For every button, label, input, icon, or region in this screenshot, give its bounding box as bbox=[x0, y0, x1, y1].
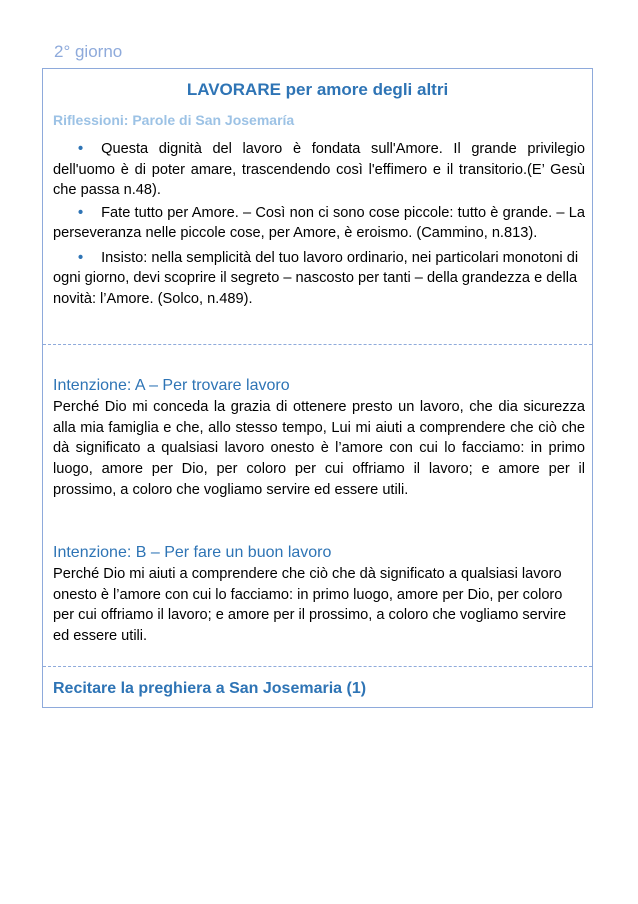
intention-b-section bbox=[53, 542, 585, 647]
intention-a-text: Perché Dio mi conceda la grazia di ottenere presto un lavoro, che dia sicurezza alla mia famiglia e che, allo stesso tempo, Lui mi aiuti a comprendere che ciò che dà significato a qualsiasi lavoro onesto è l’amore con cui lo facciamo: in primo luogo, amore per Dio, per coloro per cui offriamo il lavoro; e amore per il prossimo, a coloro che vogliamo servire ed essere utili. bbox=[53, 399, 585, 498]
bullet-icon: • bbox=[78, 204, 84, 221]
bullet-icon: • bbox=[78, 249, 84, 266]
reflections-heading: Riflessioni: Parole di San Josemaría bbox=[53, 112, 295, 128]
reflection-text: Questa dignità del lavoro è fondata sull'Amore. Il grande privilegio dell'uomo è di poter amare, trascendendo così l'effimero e il transitorio.(E’ Gesù che passa n.48). bbox=[53, 141, 585, 198]
reflections-list bbox=[53, 139, 585, 311]
intention-a-section bbox=[53, 375, 585, 501]
reflection-item bbox=[53, 248, 585, 310]
intention-b-heading: Intenzione: B – Per fare un buon lavoro bbox=[53, 544, 332, 561]
intention-b-text: Perché Dio mi aiuti a comprendere che ciò che dà significato a qualsiasi lavoro onesto è l’amore con cui lo facciamo: in primo luogo, amore per Dio, per coloro per cui offriamo il lavoro; e amore per il prossimo, a coloro che vogliamo servire ed essere utili. bbox=[53, 566, 567, 645]
day-label: 2° giorno bbox=[54, 42, 123, 61]
bullet-icon: • bbox=[78, 141, 84, 157]
page-title: LAVORARE per amore degli altri bbox=[186, 80, 449, 99]
content-box bbox=[42, 68, 593, 708]
section-divider bbox=[43, 344, 592, 345]
reflection-text: Fate tutto per Amore. – Così non ci sono cose piccole: tutto è grande. – La perseveranza nelle piccole cose, per Amore, è eroismo. (Cammino, n.813). bbox=[53, 204, 585, 241]
prayer-instruction: Recitare la preghiera a San Josemaria (1) bbox=[53, 680, 367, 697]
section-divider bbox=[43, 666, 592, 667]
reflection-item bbox=[53, 203, 585, 244]
intention-a-heading: Intenzione: A – Per trovare lavoro bbox=[53, 377, 290, 394]
reflection-item bbox=[53, 139, 585, 201]
reflection-text: Insisto: nella semplicità del tuo lavoro ordinario, nei particolari monotoni di ogni giorno, devi scoprire il segreto – nascosto per tanti – della grandezza e della novità: l’Amore. (Solco, n.489). bbox=[53, 249, 579, 307]
